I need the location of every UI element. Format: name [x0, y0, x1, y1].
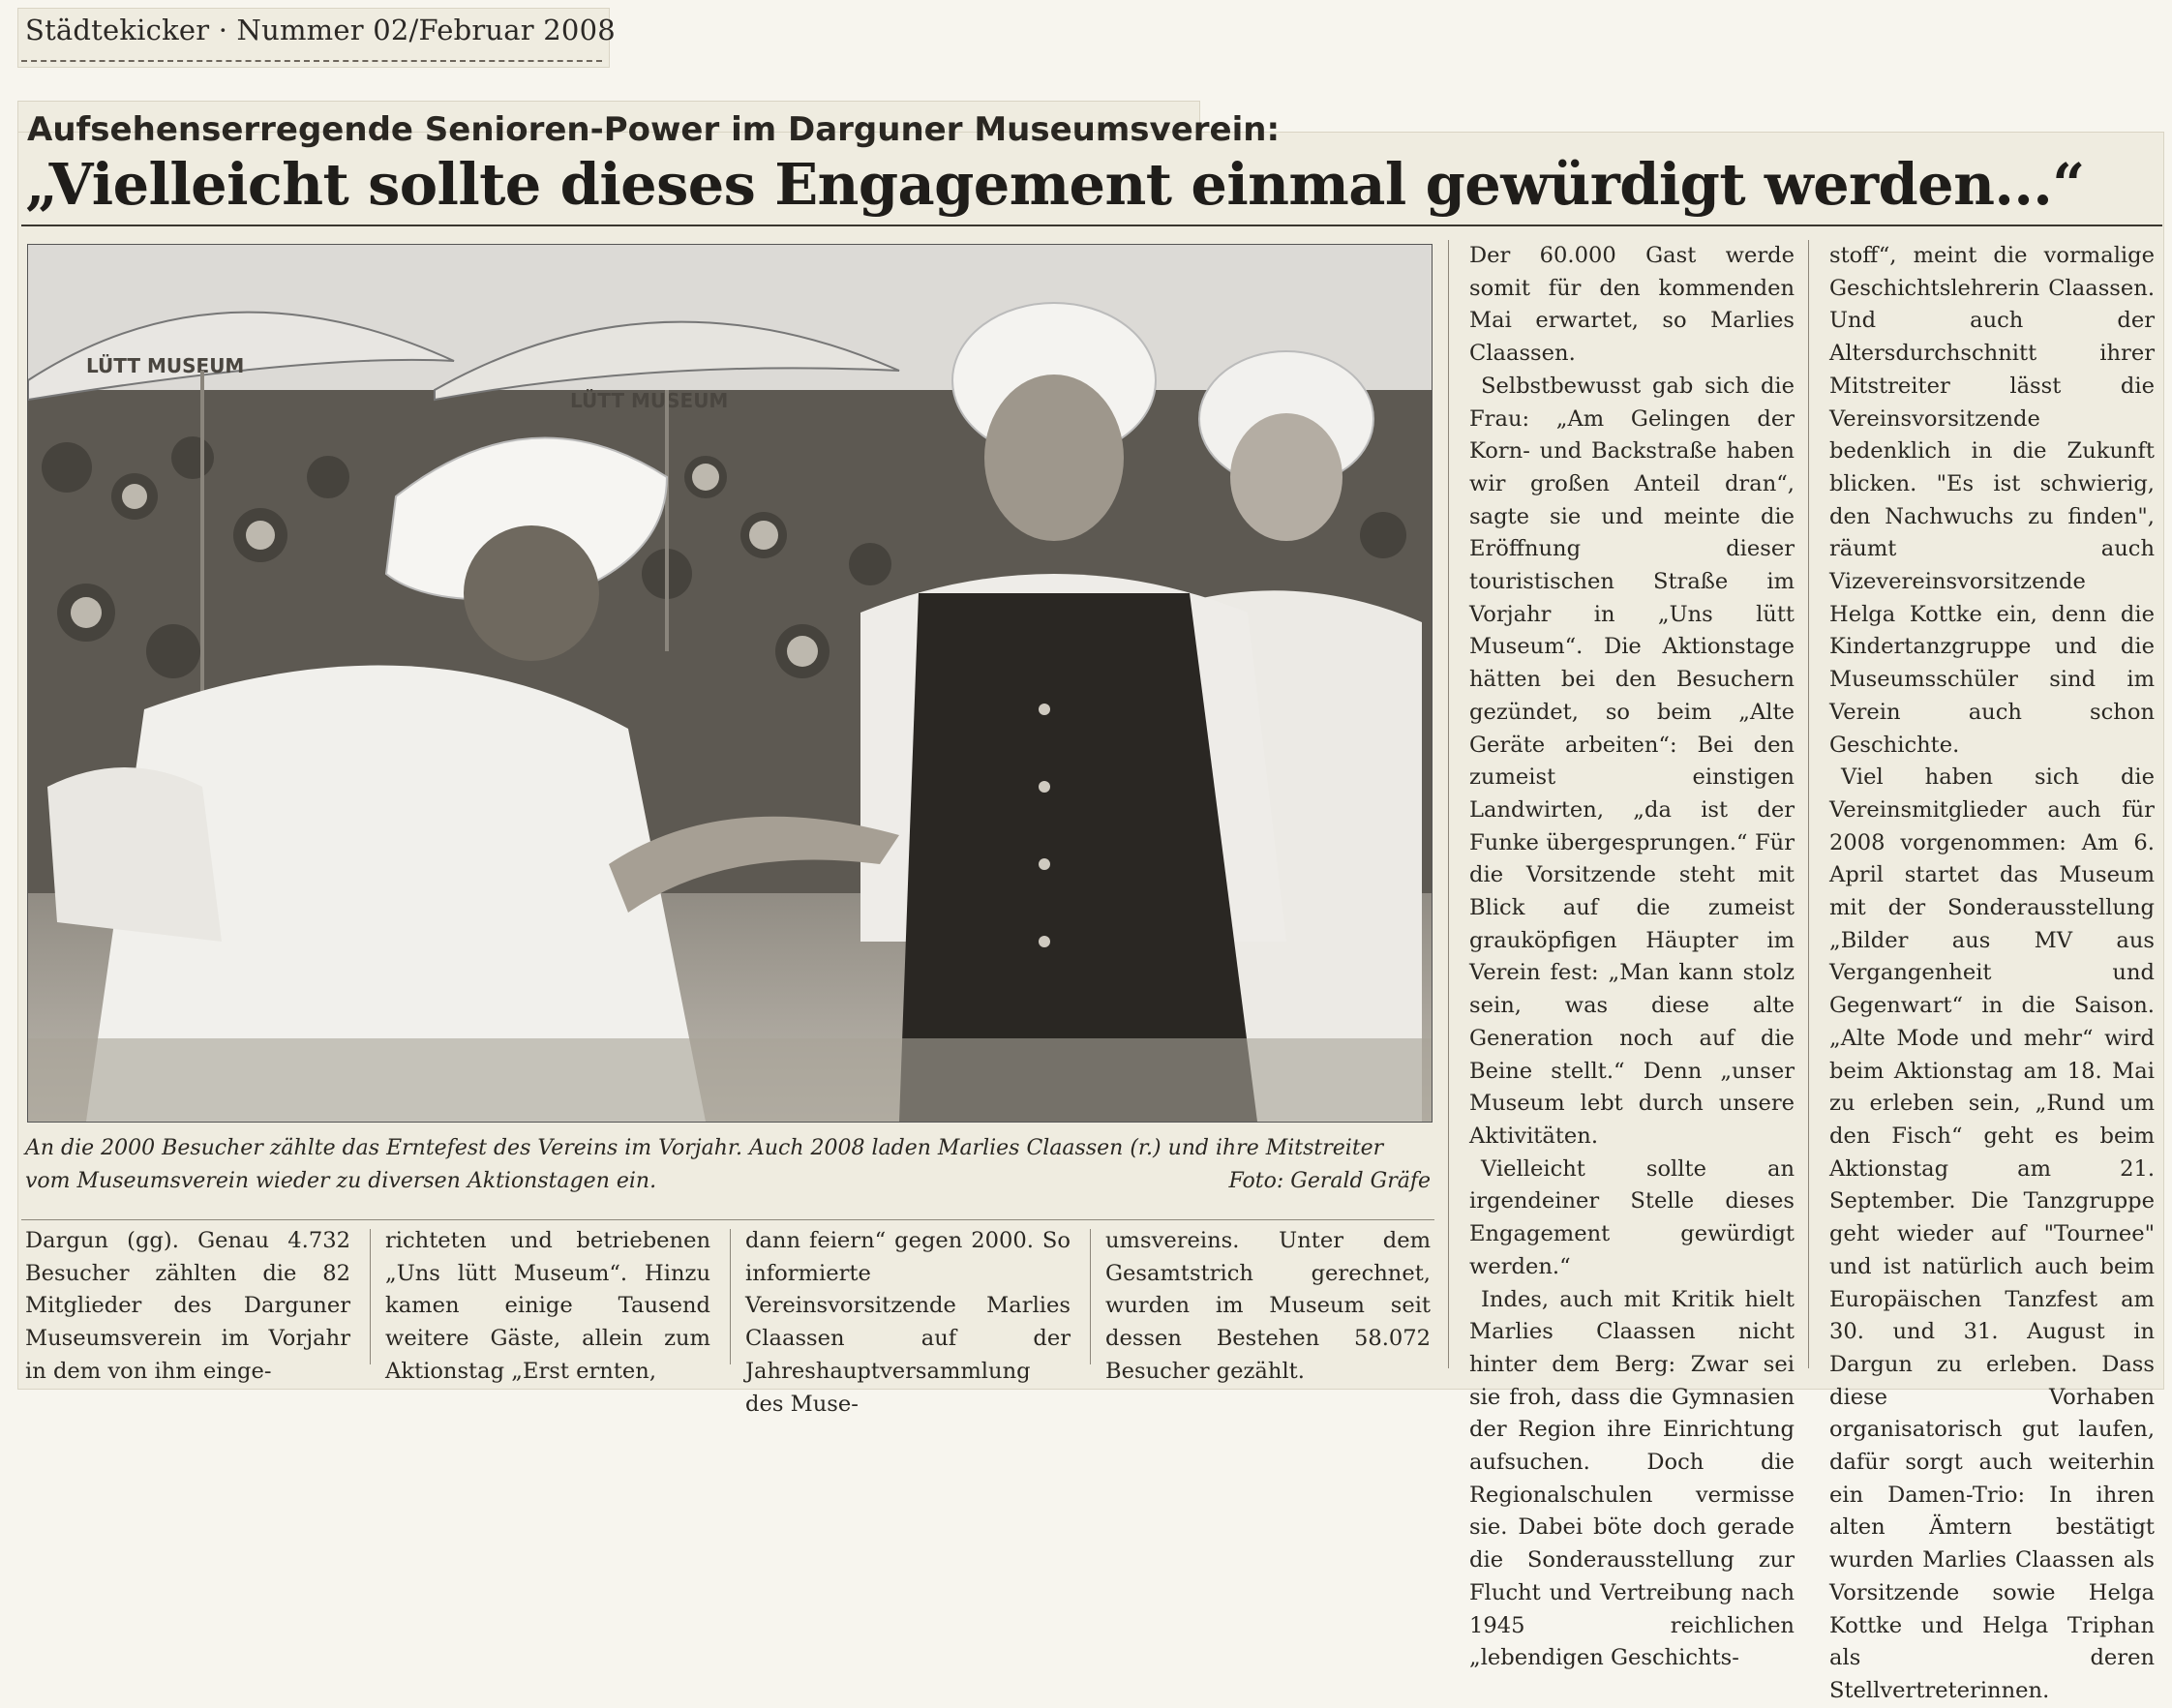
masthead-rule	[21, 60, 602, 62]
photo-caption	[25, 1132, 1434, 1198]
paragraph: dann feiern“ gegen 2000. So informierte Vereinsvorsitzende Marlies Claassen auf der Jahreshauptversammlung des Muse-	[745, 1228, 1071, 1417]
paragraph: Viel haben sich die Vereinsmitglieder auch für 2008 vorgenommen: Am 6. April startet das Museum mit der Sonderausstellung „Bilder aus MV aus Vergangenheit und Gegenwart“ in die Saison. „Alte Mode und mehr“ wird beim Aktionstag am 18. Mai zu erleben sein, „Rund um den Fisch“ geht es beim Aktionstag am 21. September. Die Tanzgruppe geht wieder auf "Tournee" und ist natürlich auch beim Europäischen Tanzfest am 30. und 31. August in Dargun zu erleben. Dass diese Vorhaben organisatorisch gut laufen, dafür sorgt auch weiterhin ein Damen-Trio: In ihren alten Ämtern bestätigt wurden Marlies Claassen als Vorsitzende sowie Helga Kottke und Helga Triphan als deren Stellvertreterinnen.	[1829, 764, 2155, 1703]
event-photo	[27, 244, 1433, 1123]
caption-rule	[21, 1219, 1434, 1220]
caption-text: An die 2000 Besucher zählte das Erntefest des Vereins im Vorjahr. Auch 2008 laden Marlies Claassen (r.) und ihre Mitstreiter vom Museumsverein wieder zu diversen Aktionstagen ein.	[25, 1136, 1384, 1193]
umbrella-print-2: LÜTT MUSEUM	[570, 389, 729, 412]
masthead: Städtekicker · Nummer 02/Februar 2008	[25, 14, 616, 46]
column-rule	[730, 1229, 731, 1364]
body-column-4	[1105, 1225, 1431, 1389]
column-rule	[1448, 240, 1449, 1368]
paragraph: Vielleicht sollte an irgendeiner Stelle dieses Engagement gewürdigt werden.“	[1469, 1155, 1795, 1279]
body-column-2	[385, 1225, 710, 1389]
paragraph: richteten und betriebenen „Uns lütt Museum“. Hinzu kamen einige Tausend weitere Gäste, allein zum Aktionstag „Erst ernten,	[385, 1228, 710, 1384]
photo-credit: Foto: Gerald Gräfe	[1228, 1169, 1431, 1193]
body-column-right-1	[1469, 240, 1795, 1675]
body-column-right-2	[1829, 240, 2155, 1708]
column-rule	[1808, 240, 1809, 1368]
column-rule	[370, 1229, 371, 1364]
headline: „Vielleicht sollte dieses Engagement einmal gewürdigt werden...“	[25, 151, 2085, 218]
column-rule	[1090, 1229, 1091, 1364]
umbrella-print-1: LÜTT MUSEUM	[86, 354, 245, 377]
body-column-3	[745, 1225, 1071, 1421]
body-column-1	[25, 1225, 350, 1389]
kicker-heading: Aufsehenserregende Senioren-Power im Darguner Museumsverein:	[27, 110, 1281, 149]
paragraph: umsvereins. Unter dem Gesamtstrich gerechnet, wurden im Museum seit dessen Bestehen 58.072 Besucher gezählt.	[1105, 1228, 1431, 1384]
paragraph: stoff“, meint die vormalige Geschichtslehrerin Claassen. Und auch der Altersdurchschnitt ihrer Mitstreiter lässt die Vereinsvorsitzende bedenklich in die Zukunft blicken. "Es ist schwierig, den Nachwuchs zu finden", räumt auch Vizevereinsvorsitzende Helga Kottke ein, denn die Kindertanzgruppe und die Museumsschüler sind im Verein auch schon Geschichte.	[1829, 243, 2155, 758]
photo-illustration	[28, 245, 1432, 1122]
paragraph: Dargun (gg). Genau 4.732 Besucher zählten die 82 Mitglieder des Darguner Museumsverein im Vorjahr in dem von ihm einge-	[25, 1228, 350, 1384]
headline-rule	[21, 225, 2162, 226]
paragraph: Selbstbewusst gab sich die Frau: „Am Gelingen der Korn- und Backstraße haben wir großen Anteil dran“, sagte sie und meinte die Eröffnung dieser touristischen Straße im Vorjahr in „Uns lütt Museum“. Die Aktionstage hätten bei den Besuchern gezündet, so beim „Alte Geräte arbeiten“: Bei den zumeist einstigen Landwirten, „da ist der Funke übergesprungen.“ Für die Vorsitzende steht mit Blick auf die zumeist grauköpfigen Häupter im Verein fest: „Man kann stolz sein, was diese alte Generation noch auf die Beine stellt.“ Denn „unser Museum lebt durch unsere Aktivitäten.	[1469, 373, 1795, 1149]
paragraph: Der 60.000 Gast werde somit für den kommenden Mai erwartet, so Marlies Claassen.	[1469, 243, 1795, 367]
paragraph: Indes, auch mit Kritik hielt Marlies Claassen nicht hinter dem Berg: Zwar sei sie froh, dass die Gymnasien der Region ihre Einrichtung aufsuchen. Doch die Regionalschulen vermisse sie. Dabei böte doch gerade die Sonderausstellung zur Flucht und Vertreibung nach 1945 reichlichen „lebendigen Geschichts-	[1469, 1286, 1795, 1671]
